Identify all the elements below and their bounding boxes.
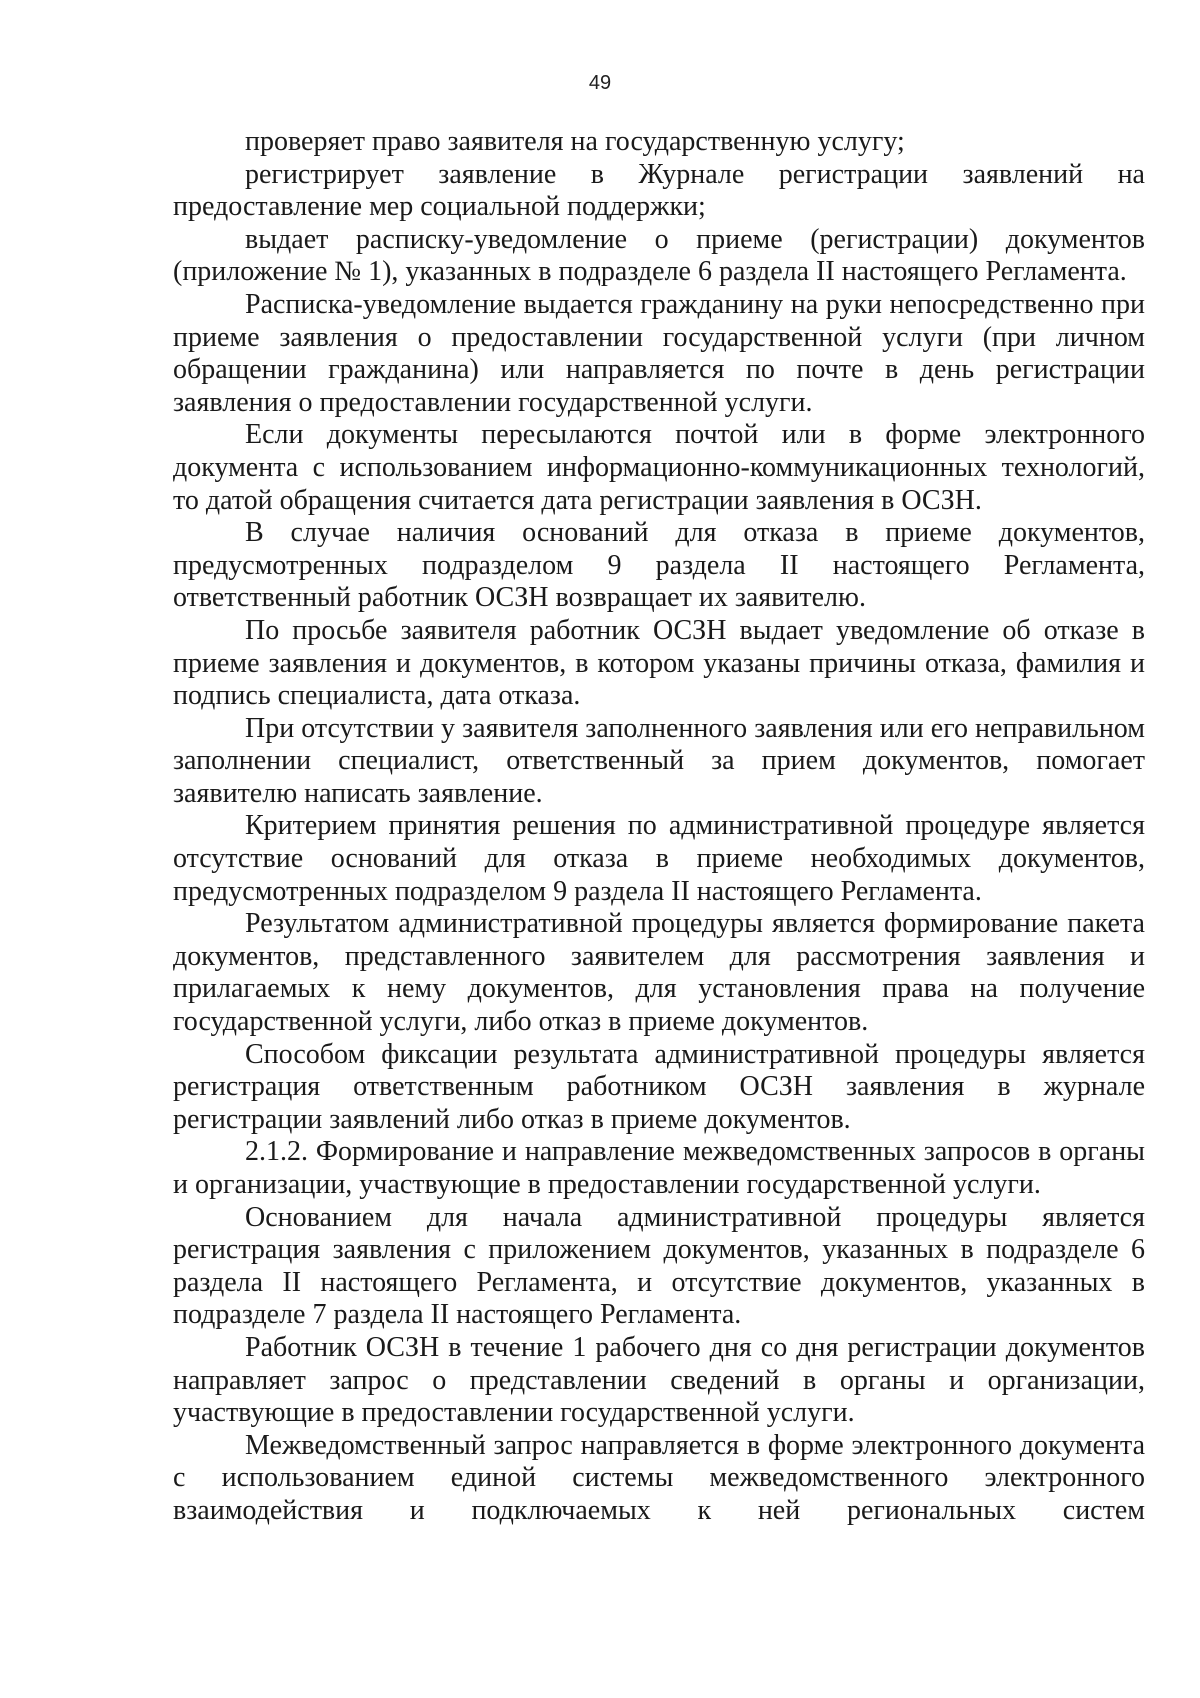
paragraph: Основанием для начала административной процедуры является регистрация заявления с приложением документов, указанных в подразделе 6 раздела II настоящего Регламента, и отсутствие документов, указанных в подразделе 7 раздела II настоящего Регламента. bbox=[173, 1201, 1145, 1331]
paragraph: Работник ОСЗН в течение 1 рабочего дня со дня регистрации документов направляет запрос о представлении сведений в органы и организации, участвующие в предоставлении государственной услуги. bbox=[173, 1331, 1145, 1429]
paragraph: Способом фиксации результата административной процедуры является регистрация ответственным работником ОСЗН заявления в журнале регистрации заявлений либо отказ в приеме документов. bbox=[173, 1038, 1145, 1135]
section-paragraph: 2.1.2. Формирование и направление межведомственных запросов в органы и организации, участвующие в предоставлении государственной услуги. bbox=[173, 1136, 1145, 1200]
paragraph: проверяет право заявителя на государственную услугу; bbox=[245, 126, 905, 157]
paragraph: Расписка-уведомление выдается гражданину на руки непосредственно при приеме заявления о предоставлении государственной услуги (при личном обращении гражданина) или направляется по почте в день регистрации заявления о предоставлении государственной услуги. bbox=[173, 288, 1145, 418]
paragraph: Если документы пересылаются почтой или в форме электронного документа с использованием информационно-коммуникационных технологий, то датой обращения считается дата регистрации заявления в ОСЗН. bbox=[173, 419, 1145, 516]
paragraph: выдает расписку-уведомление о приеме (регистрации) документов (приложение № 1), указанных в подразделе 6 раздела II настоящего Регламента. bbox=[173, 223, 1145, 288]
paragraph: Результатом административной процедуры является формирование пакета документов, представленного заявителем для рассмотрения заявления и прилагаемых к нему документов, для установления права на получение государственной услуги, либо отказ в приеме документов. bbox=[173, 908, 1145, 1038]
paragraph: При отсутствии у заявителя заполненного заявления или его неправильном заполнении специалист, ответственный за прием документов, помогает заявителю написать заявление. bbox=[173, 712, 1145, 809]
paragraph: регистрирует заявление в Журнале регистрации заявлений на предоставление мер социальной поддержки; bbox=[173, 158, 1145, 223]
paragraph: Межведомственный запрос направляется в форме электронного документа с использованием единой системы межведомственного электронного взаимодействия и подключаемых к ней региональных систем bbox=[173, 1429, 1145, 1526]
paragraph: Критерием принятия решения по административной процедуре является отсутствие оснований для отказа в приеме необходимых документов, предусмотренных подразделом 9 раздела II настоящего Регламента. bbox=[173, 810, 1145, 907]
page-number: 49 bbox=[588, 72, 612, 94]
paragraph: В случае наличия оснований для отказа в приеме документов, предусмотренных подразделом 9 раздела II настоящего Регламента, ответственный работник ОСЗН возвращает их заявителю. bbox=[173, 517, 1145, 614]
body-text bbox=[173, 126, 1145, 1528]
paragraph: По просьбе заявителя работник ОСЗН выдает уведомление об отказе в приеме заявления и документов, в котором указаны причины отказа, фамилия и подпись специалиста, дата отказа. bbox=[173, 614, 1145, 712]
